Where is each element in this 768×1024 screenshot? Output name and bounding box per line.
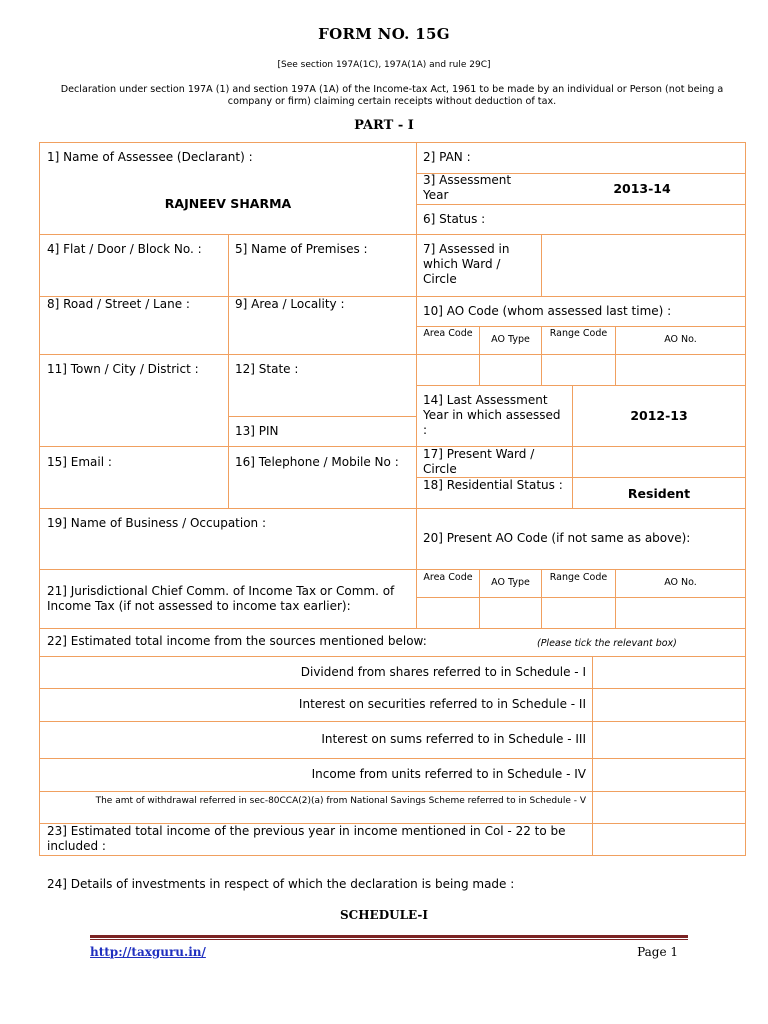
pan-label: 2] PAN : [423,150,471,164]
page-number: Page 1 [637,945,678,959]
jurisdictional-commissioner-label: 21] Jurisdictional Chief Comm. of Income Tax or Comm. of Income Tax (if not assessed to income tax earlier): [47,584,395,613]
present-ward-label: 17] Present Ward / Circle [423,447,535,476]
state-label: 12] State : [235,362,299,376]
previous-year-income-label: 23] Estimated total income of the previous year in income mentioned in Col - 22 to be included : [47,824,566,853]
ao-area-code-header: Area Code [423,328,473,339]
status-label: 6] Status : [423,212,486,226]
footer-link[interactable]: http://taxguru.in/ [90,945,206,959]
tick-note: (Please tick the relevant box) [537,638,677,649]
town-city-label: 11] Town / City / District : [47,362,199,376]
pin-label: 13] PIN [235,424,279,438]
footer-rule [90,935,688,938]
form-declaration: Declaration under section 197A (1) and section 197A (1A) of the Income-tax Act, 1961 to be made by an individual or Person (not being a company or firm) claiming certain receipts without deduction of tax. [60,84,724,107]
present-ao-area-code-header: Area Code [423,572,473,583]
last-assessment-value[interactable]: 2012-13 [630,408,688,423]
residential-status-label: 18] Residential Status : [423,478,563,492]
email-label: 15] Email : [47,455,112,469]
schedule-v-label: The amt of withdrawal referred in sec-80CCA(2)(a) from National Savings Scheme referred to in Schedule - V [95,796,586,806]
road-street-label: 8] Road / Street / Lane : [47,297,190,311]
schedule-iii-label: Interest on sums referred to in Schedule - III [321,732,586,746]
ao-code-label: 10] AO Code (whom assessed last time) : [423,304,672,318]
assessment-year-value[interactable]: 2013-14 [613,181,671,196]
assessment-year-label: 3] Assessment Year [423,173,512,202]
investments-details-label: 24] Details of investments in respect of which the declaration is being made : [47,877,515,891]
footer-rule-thin [90,939,688,940]
ao-no-header: AO No. [664,334,697,345]
name-of-assessee-value[interactable]: RAJNEEV SHARMA [164,196,292,211]
schedule-iv-label: Income from units referred to in Schedule - IV [311,767,586,781]
estimated-income-label: 22] Estimated total income from the sources mentioned below: [47,634,427,648]
assessed-ward-label: 7] Assessed in which Ward / Circle [423,242,510,286]
schedule-i-label: Dividend from shares referred to in Schedule - I [300,665,586,679]
schedule-ii-label: Interest on securities referred to in Schedule - II [298,697,586,711]
name-of-premises-label: 5] Name of Premises : [235,242,368,256]
business-occupation-label: 19] Name of Business / Occupation : [47,516,267,530]
telephone-label: 16] Telephone / Mobile No : [235,455,399,469]
part-heading: PART - I [354,118,414,133]
form-subtitle: [See section 197A(1C), 197A(1A) and rule 29C] [277,60,491,70]
flat-door-label: 4] Flat / Door / Block No. : [47,242,202,256]
form-title: FORM NO. 15G [318,25,450,43]
schedule-title: SCHEDULE-I [340,908,428,922]
present-ao-no-header: AO No. [664,577,697,588]
area-locality-label: 9] Area / Locality : [235,297,345,311]
present-ao-type-header: AO Type [491,577,530,588]
ao-range-code-header: Range Code [549,328,608,339]
last-assessment-label: 14] Last Assessment Year in which assessed : [423,393,561,437]
present-ao-range-code-header: Range Code [549,572,608,583]
ao-type-header: AO Type [491,334,530,345]
residential-status-value[interactable]: Resident [627,486,691,501]
name-of-assessee-label: 1] Name of Assessee (Declarant) : [47,150,253,164]
present-ao-code-label: 20] Present AO Code (if not same as above): [423,531,691,545]
